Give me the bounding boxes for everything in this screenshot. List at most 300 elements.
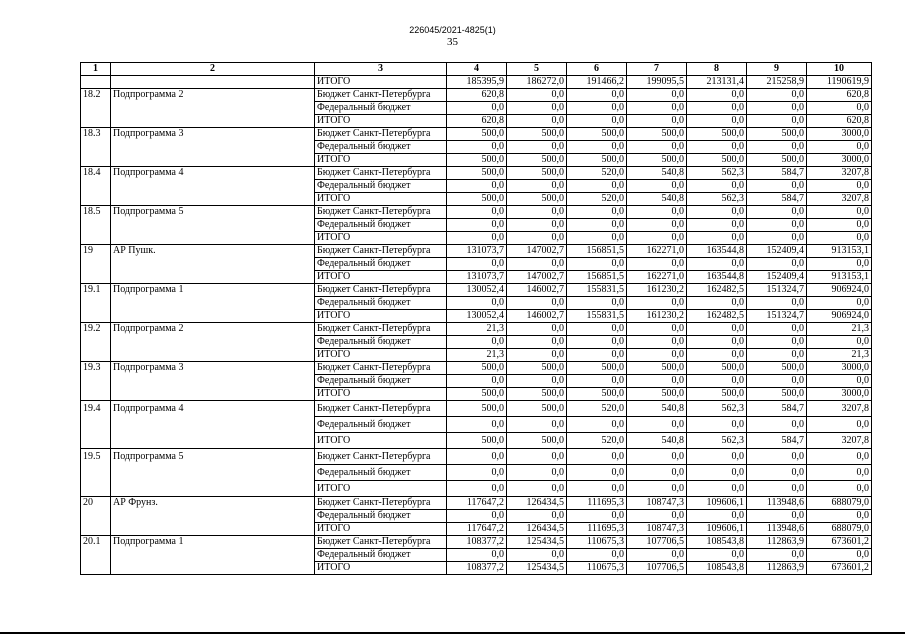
value-cell: 500,0 xyxy=(447,433,507,449)
value-cell: 0,0 xyxy=(567,219,627,232)
value-cell: 0,0 xyxy=(567,336,627,349)
funding-source-label: Федеральный бюджет xyxy=(315,417,447,433)
value-cell: 0,0 xyxy=(447,180,507,193)
value-cell: 0,0 xyxy=(747,417,807,433)
value-cell: 0,0 xyxy=(507,336,567,349)
value-cell: 0,0 xyxy=(447,206,507,219)
value-cell: 0,0 xyxy=(747,465,807,481)
funding-source-label: ИТОГО xyxy=(315,433,447,449)
value-cell: 191466,2 xyxy=(567,76,627,89)
row-code xyxy=(81,76,111,89)
value-cell: 0,0 xyxy=(447,449,507,465)
table-row xyxy=(81,76,872,89)
value-cell: 0,0 xyxy=(687,510,747,523)
value-cell: 0,0 xyxy=(627,510,687,523)
value-cell: 3000,0 xyxy=(807,128,872,141)
value-cell: 0,0 xyxy=(567,258,627,271)
row-name: Подпрограмма 2 xyxy=(111,89,315,128)
value-cell: 163544,8 xyxy=(687,271,747,284)
value-cell: 108543,8 xyxy=(687,562,747,575)
funding-source-label: Бюджет Санкт-Петербурга xyxy=(315,497,447,510)
value-cell: 500,0 xyxy=(447,128,507,141)
value-cell: 0,0 xyxy=(567,549,627,562)
column-header: 2 xyxy=(111,63,315,76)
value-cell: 0,0 xyxy=(507,481,567,497)
value-cell: 0,0 xyxy=(447,232,507,245)
value-cell: 0,0 xyxy=(687,258,747,271)
value-cell: 500,0 xyxy=(627,154,687,167)
value-cell: 0,0 xyxy=(507,510,567,523)
value-cell: 0,0 xyxy=(687,417,747,433)
column-header: 9 xyxy=(747,63,807,76)
value-cell: 112863,9 xyxy=(747,536,807,549)
value-cell: 162482,5 xyxy=(687,310,747,323)
value-cell: 0,0 xyxy=(747,180,807,193)
value-cell: 0,0 xyxy=(507,102,567,115)
page-number: 35 xyxy=(447,36,458,48)
value-cell: 0,0 xyxy=(447,336,507,349)
value-cell: 0,0 xyxy=(447,375,507,388)
value-cell: 0,0 xyxy=(507,89,567,102)
row-code: 19.2 xyxy=(81,323,111,362)
value-cell: 0,0 xyxy=(507,417,567,433)
value-cell: 185395,9 xyxy=(447,76,507,89)
value-cell: 0,0 xyxy=(627,258,687,271)
value-cell: 0,0 xyxy=(627,206,687,219)
value-cell: 688079,0 xyxy=(807,497,872,510)
value-cell: 0,0 xyxy=(567,141,627,154)
value-cell: 500,0 xyxy=(567,128,627,141)
value-cell: 0,0 xyxy=(807,141,872,154)
value-cell: 0,0 xyxy=(567,449,627,465)
value-cell: 117647,2 xyxy=(447,523,507,536)
value-cell: 21,3 xyxy=(807,349,872,362)
row-code: 19.4 xyxy=(81,401,111,449)
value-cell: 0,0 xyxy=(567,102,627,115)
row-name: Подпрограмма 5 xyxy=(111,449,315,497)
value-cell: 0,0 xyxy=(687,232,747,245)
value-cell: 0,0 xyxy=(447,465,507,481)
value-cell: 500,0 xyxy=(507,401,567,417)
value-cell: 108543,8 xyxy=(687,536,747,549)
value-cell: 0,0 xyxy=(627,102,687,115)
value-cell: 906924,0 xyxy=(807,310,872,323)
value-cell: 3000,0 xyxy=(807,362,872,375)
value-cell: 111695,3 xyxy=(567,497,627,510)
value-cell: 0,0 xyxy=(567,481,627,497)
column-header: 8 xyxy=(687,63,747,76)
value-cell: 500,0 xyxy=(507,433,567,449)
value-cell: 0,0 xyxy=(627,449,687,465)
value-cell: 109606,1 xyxy=(687,523,747,536)
value-cell: 0,0 xyxy=(627,232,687,245)
column-header: 6 xyxy=(567,63,627,76)
value-cell: 540,8 xyxy=(627,167,687,180)
value-cell: 3207,8 xyxy=(807,167,872,180)
value-cell: 151324,7 xyxy=(747,310,807,323)
funding-source-label: Бюджет Санкт-Петербурга xyxy=(315,536,447,549)
value-cell: 620,8 xyxy=(807,115,872,128)
value-cell: 0,0 xyxy=(807,258,872,271)
value-cell: 0,0 xyxy=(687,102,747,115)
funding-source-label: Бюджет Санкт-Петербурга xyxy=(315,449,447,465)
value-cell: 0,0 xyxy=(507,115,567,128)
value-cell: 21,3 xyxy=(447,349,507,362)
table-row xyxy=(81,89,872,102)
value-cell: 147002,7 xyxy=(507,245,567,258)
value-cell: 125434,5 xyxy=(507,536,567,549)
value-cell: 162271,0 xyxy=(627,245,687,258)
value-cell: 0,0 xyxy=(687,141,747,154)
value-cell: 108747,3 xyxy=(627,523,687,536)
row-code: 20 xyxy=(81,497,111,536)
value-cell: 500,0 xyxy=(747,362,807,375)
value-cell: 540,8 xyxy=(627,433,687,449)
column-header: 5 xyxy=(507,63,567,76)
funding-source-label: Бюджет Санкт-Петербурга xyxy=(315,128,447,141)
value-cell: 584,7 xyxy=(747,401,807,417)
value-cell: 0,0 xyxy=(567,510,627,523)
value-cell: 0,0 xyxy=(687,349,747,362)
budget-table xyxy=(80,62,872,575)
value-cell: 584,7 xyxy=(747,167,807,180)
value-cell: 520,0 xyxy=(567,433,627,449)
value-cell: 0,0 xyxy=(507,206,567,219)
table-body xyxy=(81,76,872,575)
row-code: 18.3 xyxy=(81,128,111,167)
value-cell: 500,0 xyxy=(747,388,807,401)
value-cell: 0,0 xyxy=(747,481,807,497)
row-code: 18.4 xyxy=(81,167,111,206)
value-cell: 113948,6 xyxy=(747,523,807,536)
value-cell: 500,0 xyxy=(507,362,567,375)
value-cell: 131073,7 xyxy=(447,245,507,258)
value-cell: 110675,3 xyxy=(567,536,627,549)
row-code: 19.1 xyxy=(81,284,111,323)
table-row xyxy=(81,536,872,549)
value-cell: 0,0 xyxy=(567,115,627,128)
value-cell: 0,0 xyxy=(687,549,747,562)
value-cell: 147002,7 xyxy=(507,271,567,284)
value-cell: 0,0 xyxy=(507,180,567,193)
value-cell: 0,0 xyxy=(507,219,567,232)
value-cell: 584,7 xyxy=(747,433,807,449)
value-cell: 161230,2 xyxy=(627,310,687,323)
value-cell: 0,0 xyxy=(807,232,872,245)
value-cell: 500,0 xyxy=(627,128,687,141)
row-name: Подпрограмма 3 xyxy=(111,362,315,401)
value-cell: 112863,9 xyxy=(747,562,807,575)
value-cell: 0,0 xyxy=(687,336,747,349)
funding-source-label: ИТОГО xyxy=(315,562,447,575)
value-cell: 0,0 xyxy=(747,219,807,232)
funding-source-label: Федеральный бюджет xyxy=(315,258,447,271)
value-cell: 146002,7 xyxy=(507,284,567,297)
row-name: АР Пушк. xyxy=(111,245,315,284)
value-cell: 562,3 xyxy=(687,193,747,206)
value-cell: 500,0 xyxy=(687,362,747,375)
value-cell: 155831,5 xyxy=(567,284,627,297)
table-row xyxy=(81,362,872,375)
value-cell: 0,0 xyxy=(627,115,687,128)
table-row xyxy=(81,128,872,141)
funding-source-label: Федеральный бюджет xyxy=(315,510,447,523)
value-cell: 0,0 xyxy=(507,232,567,245)
value-cell: 0,0 xyxy=(747,89,807,102)
value-cell: 0,0 xyxy=(567,349,627,362)
value-cell: 0,0 xyxy=(507,349,567,362)
column-header: 3 xyxy=(315,63,447,76)
value-cell: 500,0 xyxy=(567,362,627,375)
value-cell: 0,0 xyxy=(627,323,687,336)
value-cell: 0,0 xyxy=(507,297,567,310)
funding-source-label: ИТОГО xyxy=(315,388,447,401)
funding-source-label: ИТОГО xyxy=(315,154,447,167)
value-cell: 0,0 xyxy=(687,481,747,497)
value-cell: 0,0 xyxy=(627,180,687,193)
value-cell: 0,0 xyxy=(747,115,807,128)
value-cell: 0,0 xyxy=(807,417,872,433)
value-cell: 500,0 xyxy=(687,388,747,401)
value-cell: 0,0 xyxy=(747,258,807,271)
value-cell: 673601,2 xyxy=(807,562,872,575)
column-header: 10 xyxy=(807,63,872,76)
value-cell: 500,0 xyxy=(567,388,627,401)
value-cell: 500,0 xyxy=(447,362,507,375)
value-cell: 0,0 xyxy=(447,549,507,562)
value-cell: 562,3 xyxy=(687,167,747,180)
row-code: 19 xyxy=(81,245,111,284)
row-code: 20.1 xyxy=(81,536,111,575)
value-cell: 620,8 xyxy=(447,115,507,128)
value-cell: 0,0 xyxy=(687,375,747,388)
value-cell: 500,0 xyxy=(747,128,807,141)
value-cell: 0,0 xyxy=(447,417,507,433)
value-cell: 673601,2 xyxy=(807,536,872,549)
value-cell: 500,0 xyxy=(507,388,567,401)
value-cell: 0,0 xyxy=(687,323,747,336)
funding-source-label: ИТОГО xyxy=(315,193,447,206)
value-cell: 0,0 xyxy=(507,549,567,562)
funding-source-label: Федеральный бюджет xyxy=(315,375,447,388)
row-name: Подпрограмма 5 xyxy=(111,206,315,245)
value-cell: 1190619,9 xyxy=(807,76,872,89)
value-cell: 0,0 xyxy=(747,375,807,388)
funding-source-label: Федеральный бюджет xyxy=(315,141,447,154)
row-name: АР Фрунз. xyxy=(111,497,315,536)
column-header: 4 xyxy=(447,63,507,76)
bottom-rule xyxy=(0,632,905,634)
value-cell: 500,0 xyxy=(627,388,687,401)
value-cell: 0,0 xyxy=(747,510,807,523)
value-cell: 0,0 xyxy=(807,336,872,349)
row-name: Подпрограмма 1 xyxy=(111,536,315,575)
value-cell: 108747,3 xyxy=(627,497,687,510)
value-cell: 0,0 xyxy=(807,102,872,115)
value-cell: 3207,8 xyxy=(807,401,872,417)
value-cell: 0,0 xyxy=(807,180,872,193)
value-cell: 108377,2 xyxy=(447,562,507,575)
value-cell: 500,0 xyxy=(747,154,807,167)
value-cell: 0,0 xyxy=(627,336,687,349)
value-cell: 0,0 xyxy=(567,417,627,433)
funding-source-label: ИТОГО xyxy=(315,349,447,362)
value-cell: 186272,0 xyxy=(507,76,567,89)
funding-source-label: ИТОГО xyxy=(315,115,447,128)
row-name: Подпрограмма 2 xyxy=(111,323,315,362)
value-cell: 0,0 xyxy=(687,206,747,219)
value-cell: 3207,8 xyxy=(807,433,872,449)
value-cell: 500,0 xyxy=(447,401,507,417)
value-cell: 500,0 xyxy=(447,154,507,167)
value-cell: 0,0 xyxy=(747,449,807,465)
value-cell: 0,0 xyxy=(627,297,687,310)
value-cell: 500,0 xyxy=(507,128,567,141)
value-cell: 0,0 xyxy=(507,323,567,336)
value-cell: 0,0 xyxy=(507,449,567,465)
value-cell: 0,0 xyxy=(687,219,747,232)
value-cell: 117647,2 xyxy=(447,497,507,510)
value-cell: 500,0 xyxy=(507,167,567,180)
value-cell: 0,0 xyxy=(567,375,627,388)
value-cell: 108377,2 xyxy=(447,536,507,549)
value-cell: 109606,1 xyxy=(687,497,747,510)
value-cell: 162271,0 xyxy=(627,271,687,284)
funding-source-label: Бюджет Санкт-Петербурга xyxy=(315,206,447,219)
value-cell: 155831,5 xyxy=(567,310,627,323)
value-cell: 0,0 xyxy=(447,297,507,310)
value-cell: 146002,7 xyxy=(507,310,567,323)
value-cell: 0,0 xyxy=(687,89,747,102)
value-cell: 131073,7 xyxy=(447,271,507,284)
value-cell: 161230,2 xyxy=(627,284,687,297)
value-cell: 113948,6 xyxy=(747,497,807,510)
value-cell: 21,3 xyxy=(447,323,507,336)
value-cell: 0,0 xyxy=(807,206,872,219)
value-cell: 0,0 xyxy=(687,465,747,481)
value-cell: 500,0 xyxy=(687,154,747,167)
value-cell: 3000,0 xyxy=(807,388,872,401)
funding-source-label: Федеральный бюджет xyxy=(315,465,447,481)
funding-source-label: Бюджет Санкт-Петербурга xyxy=(315,167,447,180)
row-name xyxy=(111,76,315,89)
value-cell: 3000,0 xyxy=(807,154,872,167)
value-cell: 213131,4 xyxy=(687,76,747,89)
value-cell: 0,0 xyxy=(627,549,687,562)
value-cell: 110675,3 xyxy=(567,562,627,575)
value-cell: 500,0 xyxy=(627,362,687,375)
value-cell: 0,0 xyxy=(627,417,687,433)
value-cell: 0,0 xyxy=(447,219,507,232)
funding-source-label: Федеральный бюджет xyxy=(315,102,447,115)
value-cell: 500,0 xyxy=(507,154,567,167)
funding-source-label: ИТОГО xyxy=(315,523,447,536)
value-cell: 163544,8 xyxy=(687,245,747,258)
funding-source-label: Федеральный бюджет xyxy=(315,297,447,310)
value-cell: 130052,4 xyxy=(447,284,507,297)
value-cell: 0,0 xyxy=(747,323,807,336)
value-cell: 0,0 xyxy=(447,258,507,271)
value-cell: 500,0 xyxy=(447,167,507,180)
value-cell: 0,0 xyxy=(747,336,807,349)
value-cell: 111695,3 xyxy=(567,523,627,536)
value-cell: 0,0 xyxy=(567,206,627,219)
value-cell: 0,0 xyxy=(627,89,687,102)
value-cell: 0,0 xyxy=(807,481,872,497)
value-cell: 215258,9 xyxy=(747,76,807,89)
row-name: Подпрограмма 4 xyxy=(111,167,315,206)
table-row xyxy=(81,497,872,510)
value-cell: 0,0 xyxy=(807,297,872,310)
value-cell: 199095,5 xyxy=(627,76,687,89)
value-cell: 0,0 xyxy=(567,89,627,102)
value-cell: 0,0 xyxy=(567,297,627,310)
value-cell: 500,0 xyxy=(687,128,747,141)
value-cell: 0,0 xyxy=(447,510,507,523)
column-header-row xyxy=(81,63,872,76)
funding-source-label: ИТОГО xyxy=(315,310,447,323)
table-row xyxy=(81,401,872,417)
value-cell: 520,0 xyxy=(567,167,627,180)
value-cell: 0,0 xyxy=(687,449,747,465)
value-cell: 0,0 xyxy=(507,258,567,271)
column-header: 7 xyxy=(627,63,687,76)
funding-source-label: Федеральный бюджет xyxy=(315,549,447,562)
value-cell: 500,0 xyxy=(447,388,507,401)
value-cell: 500,0 xyxy=(567,154,627,167)
value-cell: 500,0 xyxy=(507,193,567,206)
value-cell: 0,0 xyxy=(447,102,507,115)
table-row xyxy=(81,245,872,258)
value-cell: 520,0 xyxy=(567,401,627,417)
row-code: 19.3 xyxy=(81,362,111,401)
value-cell: 500,0 xyxy=(447,193,507,206)
funding-source-label: Бюджет Санкт-Петербурга xyxy=(315,362,447,375)
value-cell: 688079,0 xyxy=(807,523,872,536)
value-cell: 0,0 xyxy=(747,232,807,245)
value-cell: 0,0 xyxy=(507,141,567,154)
table-row xyxy=(81,284,872,297)
value-cell: 0,0 xyxy=(687,180,747,193)
document-id: 226045/2021-4825(1) xyxy=(409,25,496,35)
value-cell: 562,3 xyxy=(687,401,747,417)
value-cell: 0,0 xyxy=(807,219,872,232)
row-name: Подпрограмма 3 xyxy=(111,128,315,167)
value-cell: 0,0 xyxy=(747,102,807,115)
funding-source-label: Бюджет Санкт-Петербурга xyxy=(315,89,447,102)
row-code: 19.5 xyxy=(81,449,111,497)
value-cell: 126434,5 xyxy=(507,497,567,510)
value-cell: 0,0 xyxy=(507,465,567,481)
value-cell: 540,8 xyxy=(627,193,687,206)
value-cell: 0,0 xyxy=(627,465,687,481)
value-cell: 913153,1 xyxy=(807,271,872,284)
table-row xyxy=(81,323,872,336)
value-cell: 0,0 xyxy=(687,297,747,310)
value-cell: 126434,5 xyxy=(507,523,567,536)
row-name: Подпрограмма 1 xyxy=(111,284,315,323)
value-cell: 0,0 xyxy=(627,349,687,362)
funding-source-label: Федеральный бюджет xyxy=(315,180,447,193)
value-cell: 0,0 xyxy=(567,180,627,193)
value-cell: 0,0 xyxy=(627,141,687,154)
row-code: 18.2 xyxy=(81,89,111,128)
value-cell: 0,0 xyxy=(567,323,627,336)
value-cell: 913153,1 xyxy=(807,245,872,258)
funding-source-label: ИТОГО xyxy=(315,271,447,284)
value-cell: 0,0 xyxy=(627,375,687,388)
table-row xyxy=(81,206,872,219)
